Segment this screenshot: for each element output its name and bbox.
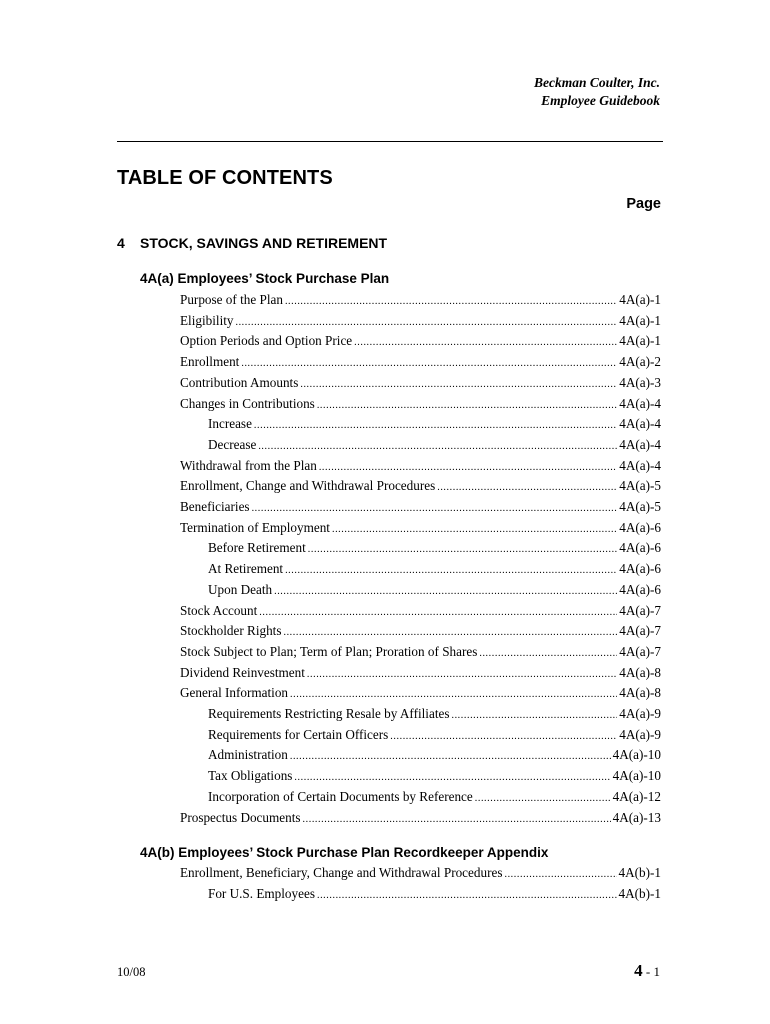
- toc-entry[interactable]: [180, 312, 661, 332]
- toc-entry-label: Withdrawal from the Plan: [180, 457, 317, 473]
- toc-entry[interactable]: [180, 291, 661, 311]
- toc-entry[interactable]: [180, 457, 661, 477]
- toc-entry[interactable]: [180, 809, 661, 829]
- dot-leader: [303, 811, 611, 829]
- toc-entry-label: Before Retirement: [208, 540, 306, 556]
- dot-leader: [290, 686, 617, 704]
- dot-leader: [259, 604, 617, 622]
- dot-leader: [258, 438, 617, 456]
- footer-page-number: [634, 961, 660, 981]
- dot-leader: [285, 562, 617, 580]
- toc-entry[interactable]: [180, 395, 661, 415]
- toc-entry-page: 4A(a)-13: [612, 809, 661, 825]
- toc-entry-page: 4A(a)-9: [619, 726, 661, 742]
- dot-leader: [274, 583, 617, 601]
- toc-entry-label: Contribution Amounts: [180, 374, 299, 390]
- header-divider: [117, 141, 663, 142]
- dot-leader: [317, 887, 617, 905]
- toc-entry-page: 4A(a)-1: [619, 333, 661, 349]
- page-title: TABLE OF CONTENTS: [117, 167, 333, 189]
- toc-entry[interactable]: [180, 477, 661, 497]
- subsection-heading-4a-a: 4A(a) Employees’ Stock Purchase Plan: [140, 271, 390, 286]
- toc-entry-page: 4A(a)-6: [619, 540, 661, 556]
- toc-entry-label: Prospectus Documents: [180, 809, 301, 825]
- dot-leader: [283, 624, 617, 642]
- toc-entry-page: 4A(a)-6: [619, 519, 661, 535]
- subsection-heading-4a-b: 4A(b) Employees’ Stock Purchase Plan Recordkeeper Appendix: [140, 845, 549, 860]
- page-column-label: Page: [626, 196, 661, 212]
- dot-leader: [252, 500, 618, 518]
- toc-entry-label: Requirements for Certain Officers: [208, 726, 389, 742]
- dot-leader: [332, 521, 617, 539]
- toc-entry[interactable]: [180, 684, 661, 704]
- dot-leader: [307, 666, 617, 684]
- dot-leader: [317, 397, 617, 415]
- toc-entry-label: Tax Obligations: [208, 768, 293, 784]
- toc-entry-label: Increase: [208, 416, 252, 432]
- toc-entry[interactable]: [180, 864, 661, 884]
- toc-entry[interactable]: [208, 726, 661, 746]
- toc-entry[interactable]: [208, 705, 661, 725]
- toc-entry-page: 4A(a)-5: [619, 478, 661, 494]
- toc-entry-label: Changes in Contributions: [180, 395, 315, 411]
- toc-entry-label: Termination of Employment: [180, 519, 330, 535]
- dot-leader: [254, 417, 617, 435]
- toc-entry[interactable]: [180, 602, 661, 622]
- toc-entry-page: 4A(a)-3: [619, 374, 661, 390]
- dot-leader: [308, 541, 617, 559]
- toc-entry[interactable]: [180, 622, 661, 642]
- toc-entry-label: Eligibility: [180, 312, 234, 328]
- toc-entry-page: 4A(a)-10: [612, 747, 661, 763]
- document-name: Employee Guidebook: [541, 93, 660, 108]
- dot-leader: [390, 728, 617, 746]
- dot-leader: [290, 748, 611, 766]
- dot-leader: [300, 376, 617, 394]
- toc-entry-label: Enrollment, Beneficiary, Change and Withdrawal Procedures: [180, 865, 503, 880]
- toc-entry-label: General Information: [180, 685, 289, 701]
- toc-entry-label: For U.S. Employees: [208, 885, 315, 901]
- toc-entry[interactable]: [208, 788, 661, 808]
- toc-entry-page: 4A(a)-6: [619, 561, 661, 577]
- toc-entry[interactable]: [208, 539, 661, 559]
- toc-entry-page: 4A(a)-9: [619, 706, 661, 721]
- toc-entry[interactable]: [180, 519, 661, 539]
- toc-entry[interactable]: [180, 353, 661, 373]
- toc-entry-page: 4A(a)-7: [619, 602, 661, 618]
- toc-entry[interactable]: [180, 643, 661, 663]
- dot-leader: [475, 790, 611, 808]
- toc-entry-page: 4A(a)-1: [619, 292, 661, 307]
- footer-page-minor: - 1: [645, 964, 660, 979]
- section-heading: [117, 235, 387, 251]
- toc-entry-page: 4A(b)-1: [618, 885, 661, 901]
- toc-entry-label: Purpose of the Plan: [180, 292, 283, 307]
- toc-entry[interactable]: [180, 498, 661, 518]
- toc-entry-page: 4A(a)-1: [619, 312, 661, 328]
- toc-entry-page: 4A(a)-6: [619, 581, 661, 597]
- toc-entry-page: 4A(a)-7: [619, 643, 661, 659]
- toc-entry-label: Dividend Reinvestment: [180, 664, 305, 680]
- toc-entry-label: Upon Death: [208, 581, 273, 597]
- toc-entry-label: Stock Subject to Plan; Term of Plan; Proration of Shares: [180, 643, 478, 659]
- toc-entry[interactable]: [208, 885, 661, 905]
- toc-entry-label: Stockholder Rights: [180, 623, 282, 639]
- toc-entry-label: Requirements Restricting Resale by Affiliates: [208, 706, 450, 721]
- dot-leader: [294, 769, 610, 787]
- toc-entry-page: 4A(a)-8: [619, 664, 661, 680]
- toc-entry[interactable]: [180, 332, 661, 352]
- dot-leader: [479, 645, 617, 663]
- dot-leader: [241, 355, 617, 373]
- toc-entry-label: Incorporation of Certain Documents by Reference: [208, 788, 473, 804]
- toc-entry-label: Administration: [208, 747, 288, 763]
- toc-entry-label: Stock Account: [180, 602, 258, 618]
- dot-leader: [504, 866, 616, 884]
- toc-entry[interactable]: [208, 746, 661, 766]
- toc-entry-page: 4A(a)-4: [619, 395, 661, 411]
- toc-entry[interactable]: [208, 415, 661, 435]
- toc-entry-page: 4A(a)-5: [619, 499, 661, 514]
- toc-entry[interactable]: [208, 767, 661, 787]
- toc-entry-page: 4A(a)-10: [612, 768, 661, 784]
- section-number: 4: [117, 235, 125, 251]
- toc-entry-page: 4A(a)-2: [619, 354, 661, 370]
- footer-page-major: 4: [634, 961, 643, 980]
- dot-leader: [285, 293, 617, 311]
- toc-entry-label: Option Periods and Option Price: [180, 333, 353, 349]
- toc-entry-label: Enrollment: [180, 354, 240, 370]
- footer-date: 10/08: [117, 965, 146, 979]
- toc-entry[interactable]: [208, 436, 661, 456]
- toc-entry-page: 4A(a)-4: [619, 457, 661, 473]
- dot-leader: [354, 334, 617, 352]
- toc-entry-page: 4A(b)-1: [618, 865, 661, 880]
- toc-entry-label: At Retirement: [208, 561, 284, 577]
- toc-entry[interactable]: [180, 374, 661, 394]
- toc-entry-page: 4A(a)-4: [619, 416, 661, 432]
- dot-leader: [319, 459, 617, 477]
- toc-entry-label: Decrease: [208, 436, 257, 452]
- toc-entry-label: Enrollment, Change and Withdrawal Procedures: [180, 478, 436, 494]
- toc-entry-page: 4A(a)-8: [619, 685, 661, 701]
- toc-entry-label: Beneficiaries: [180, 499, 250, 514]
- toc-entry-page: 4A(a)-7: [619, 623, 661, 639]
- toc-entry[interactable]: [208, 581, 661, 601]
- section-title: STOCK, SAVINGS AND RETIREMENT: [140, 235, 388, 251]
- dot-leader: [451, 707, 617, 725]
- dot-leader: [437, 479, 617, 497]
- toc-entry-page: 4A(a)-12: [612, 788, 661, 804]
- dot-leader: [235, 314, 617, 332]
- toc-entry[interactable]: [208, 560, 661, 580]
- company-name: Beckman Coulter, Inc.: [533, 75, 660, 90]
- document-header: [534, 74, 660, 110]
- toc-entry-page: 4A(a)-4: [619, 436, 661, 452]
- toc-entry[interactable]: [180, 664, 661, 684]
